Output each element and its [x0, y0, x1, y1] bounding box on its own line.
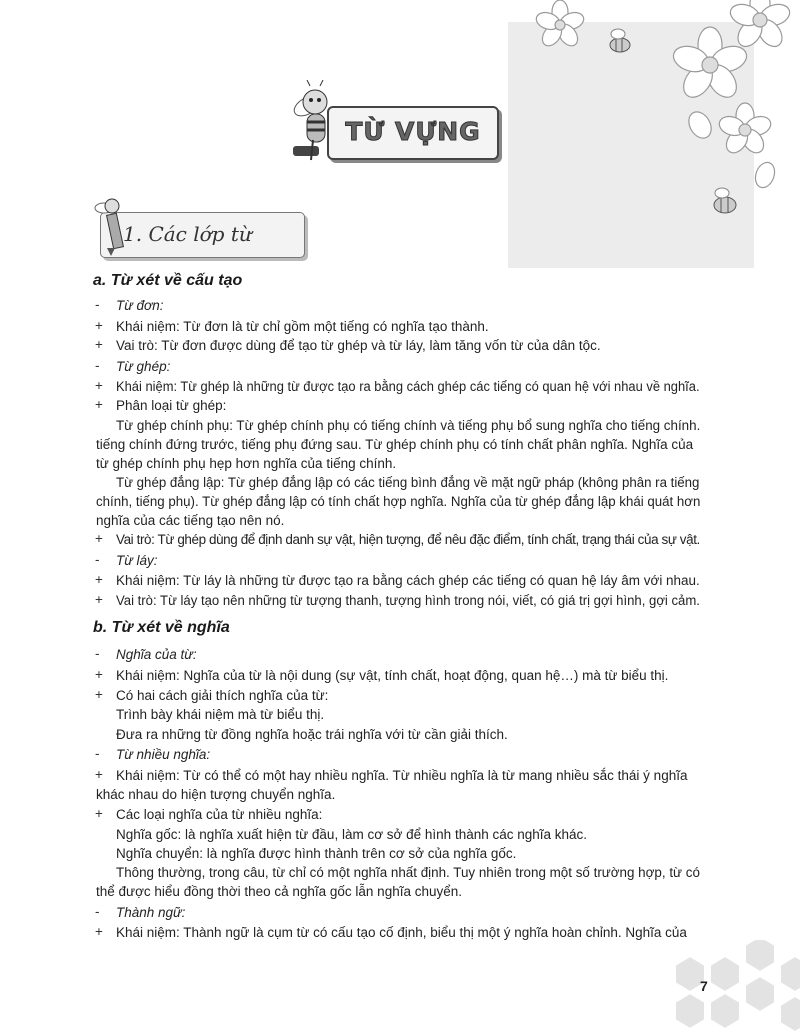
text-line: Khái niệm: Từ có thể có một hay nhiều nghĩa. Từ nhiều nghĩa là từ mang nhiều sắc thái ý nghĩa [116, 768, 688, 783]
plus-marker: + [95, 592, 103, 607]
text-line: Khái niệm: Từ đơn là từ chỉ gồm một tiếng có nghĩa tạo thành. [116, 319, 489, 334]
heading-b: b. Từ xét về nghĩa [93, 619, 230, 636]
plus-marker: + [95, 667, 103, 682]
page-title-block [285, 80, 505, 190]
title-banner [327, 106, 499, 160]
text-line: tiếng chính đứng trước, tiếng phụ đứng sau. Từ ghép chính phụ có tính chất phân nghĩa. Nghĩa của [96, 437, 694, 452]
text-line: Khái niệm: Thành ngữ là cụm từ có cấu tạo cố định, biểu thị một ý nghĩa hoàn chỉnh. Nghĩa của [116, 925, 687, 940]
text-line: Đưa ra những từ đồng nghĩa hoặc trái nghĩa với từ cần giải thích. [116, 727, 508, 742]
plus-marker: + [95, 378, 103, 393]
dash-marker: - [95, 646, 100, 661]
heading-a: a. Từ xét về cấu tạo [93, 272, 243, 289]
page-number: 7 [700, 978, 708, 994]
plus-marker: + [95, 924, 103, 939]
dash-marker: - [95, 358, 100, 373]
dash-marker: - [95, 746, 100, 761]
text-line: Từ ghép chính phụ: Từ ghép chính phụ có tiếng chính và tiếng phụ bổ sung nghĩa cho tiếng chính. [116, 418, 701, 433]
text-line: Thành ngữ: [116, 905, 186, 920]
plus-marker: + [95, 397, 103, 412]
text-line: khác nhau do hiện tượng chuyển nghĩa. [96, 787, 336, 802]
page-title: TỪ VỰNG [345, 117, 481, 146]
plus-marker: + [95, 337, 103, 352]
plus-marker: + [95, 572, 103, 587]
plus-marker: + [95, 687, 103, 702]
text-line: Từ đơn: [116, 298, 164, 313]
text-line: Trình bày khái niệm mà từ biểu thị. [116, 707, 325, 722]
dash-marker: - [95, 552, 100, 567]
plus-marker: + [95, 318, 103, 333]
text-line: Vai trò: Từ đơn được dùng để tạo từ ghép và từ láy, làm tăng vốn từ của dân tộc. [116, 338, 601, 353]
plus-marker: + [95, 806, 103, 821]
plus-marker: + [95, 531, 103, 546]
text-line: thể được hiểu đồng thời theo cả nghĩa gốc lẫn nghĩa chuyển. [96, 884, 463, 899]
text-line: Có hai cách giải thích nghĩa của từ: [116, 688, 329, 703]
text-line: Từ ghép đẳng lập: Từ ghép đẳng lập có các tiếng bình đẳng về mặt ngữ pháp (không phân ra tiếng [116, 475, 700, 490]
section-title: 1. Các lớp từ [123, 222, 252, 246]
section-heading-box [100, 212, 305, 258]
text-line: Từ láy: [116, 553, 158, 568]
text-line: Nghĩa của từ: [116, 647, 197, 662]
text-line: chính, tiếng phụ). Từ ghép đẳng lập có tính chất hợp nghĩa. Nghĩa của từ ghép đẳng lập khái quát hơn [96, 494, 701, 509]
text-line: từ ghép chính phụ hẹp hơn nghĩa của tiếng chính. [96, 456, 397, 471]
dash-marker: - [95, 904, 100, 919]
text-line: Vai trò: Từ ghép dùng để định danh sự vật, hiện tượng, để nêu đặc điểm, tính chất, trạng thái của sự vật. [116, 532, 700, 547]
text-line: Thông thường, trong câu, từ chỉ có một nghĩa nhất định. Tuy nhiên trong một số trường hợp, từ có [116, 865, 700, 880]
pencil-bee-icon [90, 196, 130, 256]
plus-marker: + [95, 767, 103, 782]
dash-marker: - [95, 297, 100, 312]
text-line: Từ nhiều nghĩa: [116, 747, 211, 762]
text-line: Nghĩa gốc: là nghĩa xuất hiện từ đầu, làm cơ sở để hình thành các nghĩa khác. [116, 827, 588, 842]
text-line: nghĩa của các tiếng tạo nên nó. [96, 513, 285, 528]
text-line: Khái niệm: Nghĩa của từ là nội dung (sự vật, tính chất, hoạt động, quan hệ…) mà từ biểu thị. [116, 668, 669, 683]
text-line: Từ ghép: [116, 359, 171, 374]
text-line: Nghĩa chuyển: là nghĩa được hình thành trên cơ sở của nghĩa gốc. [116, 846, 517, 861]
page-number-hexagons [655, 940, 800, 1035]
text-line: Phân loại từ ghép: [116, 398, 227, 413]
text-line: Vai trò: Từ láy tạo nên những từ tượng thanh, tượng hình trong nói, viết, có giá trị gợi hình, gợi cảm. [116, 593, 700, 608]
flower-decoration [520, 0, 800, 230]
text-line: Khái niệm: Từ láy là những từ được tạo ra bằng cách ghép các tiếng có quan hệ láy âm với nhau. [116, 573, 700, 588]
text-line: Các loại nghĩa của từ nhiều nghĩa: [116, 807, 323, 822]
text-line: Khái niệm: Từ ghép là những từ được tạo ra bằng cách ghép các tiếng có quan hệ với nhau về nghĩa. [116, 379, 700, 394]
